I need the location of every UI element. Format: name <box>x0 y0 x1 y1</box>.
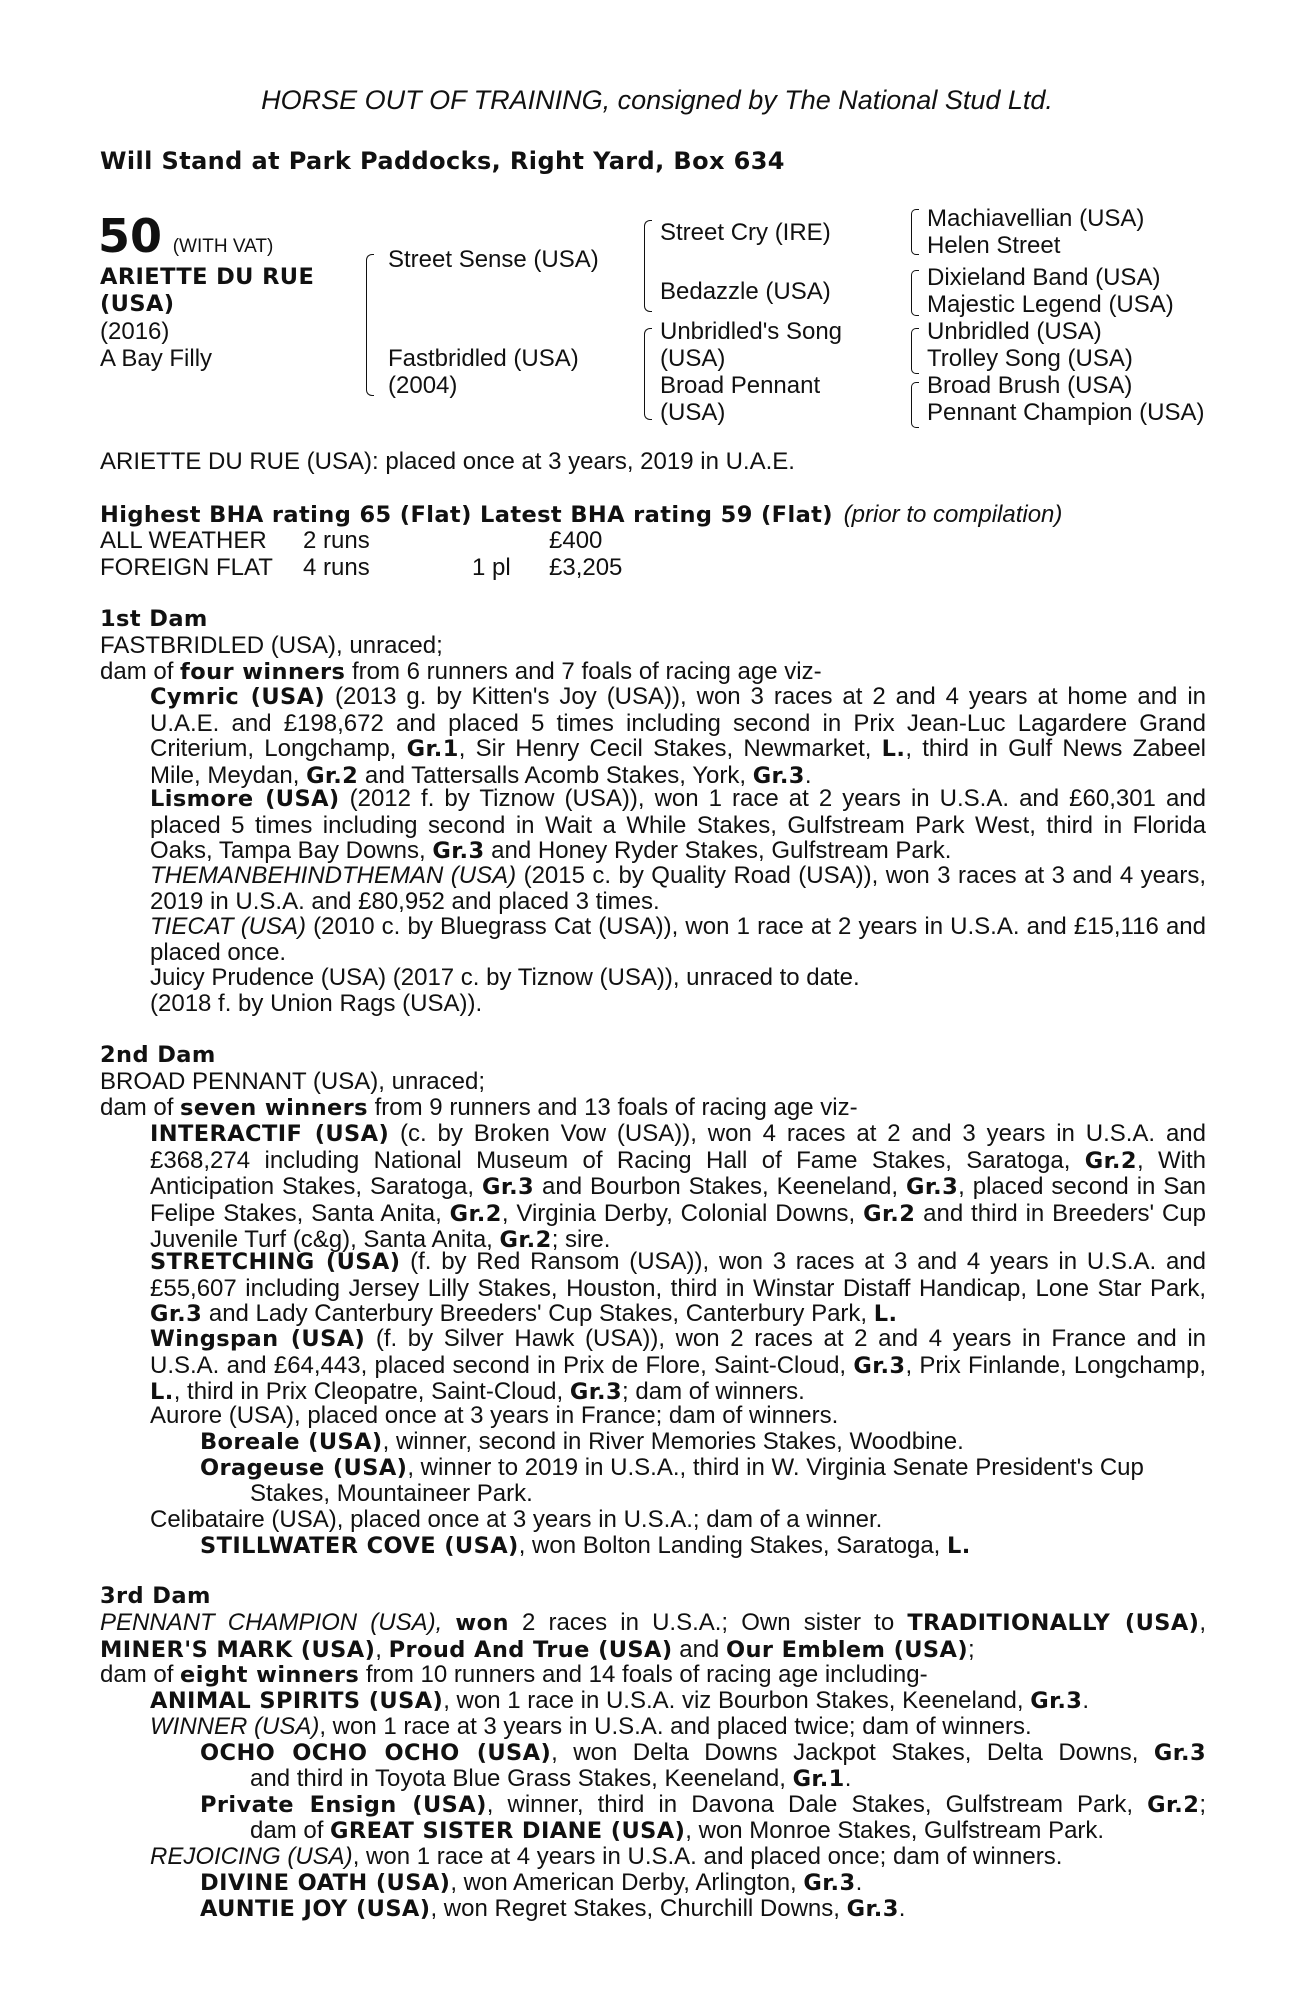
text-run: , Sir Henry Cecil Stakes, Newmarket, <box>458 735 882 762</box>
grand-progeny-entry <box>200 1792 1206 1819</box>
text-run: from 10 runners and 14 foals of racing age including- <box>359 1661 928 1688</box>
text-run: . <box>898 1895 906 1922</box>
text-run: (2015 c. by Quality Road (USA)), won 3 races at 3 and 4 years, 2019 in U.S.A. and £80,952 and placed 3 times. <box>150 862 1207 915</box>
bha-ratings: Highest BHA rating 65 (Flat) Latest BHA rating 59 (Flat) <box>100 502 833 528</box>
progeny-name: INTERACTIF (USA) <box>150 1121 390 1147</box>
text-run: eight winners <box>180 1662 360 1688</box>
grand-progeny-entry <box>200 1896 905 1923</box>
text-run: ; sire. <box>551 1226 611 1253</box>
text-run: L. <box>873 1301 898 1327</box>
text-run: , <box>1199 1609 1207 1636</box>
pedigree-gg-2: Helen Street <box>927 232 1061 259</box>
text-run: OCHO OCHO OCHO (USA) <box>200 1740 552 1766</box>
text-run: , Virginia Derby, Colonial Downs, <box>501 1199 864 1227</box>
text-run: , third in Prix Cleopatre, Saint-Cloud, <box>173 1378 570 1405</box>
horse-name: ARIETTE DU RUE <box>100 264 315 290</box>
pedigree-gg-4: Majestic Legend (USA) <box>927 291 1174 318</box>
grand-progeny-entry <box>200 1870 862 1897</box>
pedigree-gg-3: Dixieland Band (USA) <box>927 264 1161 291</box>
text-run: Gr.3 <box>569 1379 623 1405</box>
second-dam-produce <box>100 1095 858 1122</box>
text-run: . <box>804 761 812 789</box>
progeny-entry <box>150 1121 1206 1254</box>
third-dam-produce <box>100 1662 928 1689</box>
pedigree-dam-dam-suffix: (USA) <box>660 399 726 426</box>
first-dam-produce <box>100 659 822 686</box>
text-run: from 9 runners and 13 foals of racing age viz- <box>367 1094 858 1121</box>
text-run: Boreale (USA) <box>200 1429 383 1455</box>
text-run: STILLWATER COVE (USA) <box>200 1533 519 1559</box>
text-run: Gr.3 <box>1153 1740 1207 1766</box>
text-run: . <box>844 1765 852 1792</box>
text-run: dam of <box>250 1817 331 1844</box>
text-run: , won American Derby, Arlington, <box>450 1869 804 1896</box>
progeny-name: Cymric (USA) <box>150 684 326 710</box>
text-run: Private Ensign (USA) <box>200 1792 487 1818</box>
record-prize: £3,205 <box>549 554 623 581</box>
text-run: and third in Breeders' Cup Juvenile Turf (c&g), Santa Anita, <box>150 1199 1207 1253</box>
text-run: seven winners <box>180 1095 368 1121</box>
progeny-name: STRETCHING (USA) <box>150 1249 401 1275</box>
text-run: Gr.2 <box>1084 1147 1137 1174</box>
text-run: Proud And True (USA) <box>388 1636 673 1663</box>
record-placed: 1 pl <box>472 554 511 581</box>
first-dam-intro: FASTBRIDLED (USA), unraced; <box>100 632 443 659</box>
text-run: (f. by Silver Hawk (USA)), won 2 races at 2 and 4 years in France and in U.S.A. and £64,443, placed second in Prix de Flore, Saint-Cloud, <box>150 1325 1206 1379</box>
grand-progeny-entry <box>200 1429 964 1456</box>
pedigree-sire: Street Sense (USA) <box>388 246 599 273</box>
grand-progeny-entry-cont: Stakes, Mountaineer Park. <box>250 1480 533 1507</box>
progeny-name: Lismore (USA) <box>150 786 340 812</box>
progeny-entry: Aurore (USA), placed once at 3 years in France; dam of winners. <box>150 1402 839 1429</box>
text-run: , won Delta Downs Jackpot Stakes, Delta Downs, <box>551 1739 1154 1766</box>
text-run: , won Bolton Landing Stakes, Saratoga, <box>518 1532 948 1559</box>
progeny-entry <box>150 914 1206 965</box>
text-run: L. <box>881 736 906 762</box>
text-run: ANIMAL SPIRITS (USA) <box>150 1688 444 1714</box>
third-dam-heading: 3rd Dam <box>100 1583 211 1609</box>
text-run: and Lady Canterbury Breeders' Cup Stakes, Canterbury Park, <box>202 1300 874 1327</box>
pedigree-dam: Fastbridled (USA) <box>388 345 579 372</box>
second-dam-heading: 2nd Dam <box>100 1042 216 1068</box>
dam-parents-brace <box>644 328 652 420</box>
text-run: , won Regret Stakes, Churchill Downs, <box>430 1895 847 1922</box>
text-run: and Tattersalls Acomb Stakes, York, <box>358 761 753 789</box>
text-run: , third in Gulf News Zabeel Mile, Meydan, <box>150 735 1207 789</box>
grand-progeny-entry <box>200 1455 1144 1482</box>
text-run: , winner to 2019 in U.S.A., third in W. Virginia Senate President's Cup <box>407 1454 1144 1481</box>
text-run: ; dam of winners. <box>622 1378 805 1405</box>
first-dam-heading: 1st Dam <box>100 606 208 632</box>
text-run: Our Emblem (USA) <box>725 1636 969 1663</box>
lot-number: 50 <box>98 209 163 263</box>
pedigree-gg-8: Pennant Champion (USA) <box>927 399 1205 426</box>
progeny-entry: (2018 f. by Union Rags (USA)). <box>150 990 483 1017</box>
pedigree-dam-year: (2004) <box>388 372 458 399</box>
progeny-entry <box>150 1714 1032 1740</box>
record-runs: 2 runs <box>303 527 370 554</box>
sire-parents-brace <box>644 220 652 312</box>
progeny-entry <box>150 1249 1206 1328</box>
progeny-entry <box>150 1844 1062 1870</box>
progeny-entry <box>150 684 1206 789</box>
text-run: four winners <box>180 659 346 685</box>
text-run: and <box>672 1635 726 1663</box>
text-run: won <box>455 1610 509 1636</box>
text-run: , Prix Finlande, Longchamp, <box>905 1351 1207 1379</box>
text-run: Gr.2 <box>449 1200 502 1227</box>
text-run: . <box>855 1869 863 1896</box>
pedigree-gg-6: Trolley Song (USA) <box>927 345 1133 372</box>
text-run: Gr.3 <box>846 1896 899 1922</box>
text-run: from 6 runners and 7 foals of racing age viz- <box>345 658 822 685</box>
text-run: dam of <box>100 1661 181 1688</box>
progeny-entry: Celibataire (USA), placed once at 3 years in U.S.A.; dam of a winner. <box>150 1506 883 1533</box>
sire-brace <box>366 254 374 396</box>
horse-description: A Bay Filly <box>100 345 213 372</box>
text-run: Gr.3 <box>803 1870 856 1896</box>
text-run: L. <box>947 1533 971 1559</box>
text-run: Gr.3 <box>853 1352 906 1379</box>
progeny-name: THEMANBEHINDTHEMAN (USA) <box>150 862 517 889</box>
text-run: and Bourbon Stakes, Keeneland, <box>534 1173 906 1200</box>
text-run: Gr.3 <box>481 1174 535 1200</box>
grand-progeny-entry-cont <box>250 1818 1104 1845</box>
text-run: (2013 g. by Kitten's Joy (USA)), won 3 races at 2 and 4 years at home and in U.A.E. and £198,672 and placed 5 times including second in Prix Jean-Luc Lagardere Grand Criterium, Longchamp, <box>150 683 1207 762</box>
grand-progeny-entry <box>200 1740 1206 1767</box>
lot-number-line <box>98 211 273 272</box>
progeny-entry <box>150 1688 1089 1715</box>
text-run: , winner, third in Davona Dale Stakes, Gulfstream Park, <box>486 1791 1148 1818</box>
pedigree-dam-sire-suffix: (USA) <box>660 345 726 372</box>
pedigree-gg-7: Broad Brush (USA) <box>927 372 1133 399</box>
g-brace-1 <box>911 209 919 255</box>
text-run: (c. by Broken Vow (USA)), won 4 races at 2 and 3 years in U.S.A. and £368,274 including National Museum of Racing Hall of Fame Stakes, Saratoga, <box>150 1120 1207 1174</box>
text-run: and Honey Ryder Stakes, Gulfstream Park. <box>484 837 952 864</box>
text-run: 2 races in U.S.A.; Own sister to <box>508 1609 908 1636</box>
text-run: MINER'S MARK (USA) <box>100 1636 376 1663</box>
record-prize: £400 <box>549 527 603 554</box>
text-run: . <box>1082 1687 1090 1714</box>
text-run: DIVINE OATH (USA) <box>200 1870 451 1896</box>
text-run: , won 1 race in U.S.A. viz Bourbon Stakes, Keeneland, <box>443 1687 1031 1714</box>
text-run: Orageuse (USA) <box>200 1455 408 1481</box>
text-run: ; <box>968 1635 975 1663</box>
text-run: Gr.1 <box>406 736 459 762</box>
text-run: (2010 c. by Bluegrass Cat (USA)), won 1 race at 2 years in U.S.A. and £15,116 and placed once. <box>150 913 1206 966</box>
pedigree-dam-dam: Broad Pennant <box>660 372 821 399</box>
text-run: and third in Toyota Blue Grass Stakes, Keeneland, <box>250 1765 793 1792</box>
ratings-line <box>100 502 1062 529</box>
grand-progeny-entry-cont <box>250 1766 851 1793</box>
text-run: Gr.3 <box>432 838 485 864</box>
text-run: AUNTIE JOY (USA) <box>200 1896 431 1922</box>
text-run: dam of <box>100 1094 181 1121</box>
text-run: ; <box>1199 1791 1206 1818</box>
progeny-entry <box>150 863 1206 914</box>
progeny-entry <box>150 1326 1206 1406</box>
g-brace-3 <box>911 328 919 374</box>
text-run: Gr.3 <box>905 1174 959 1200</box>
pedigree-dam-sire: Unbridled's Song <box>660 318 843 345</box>
text-run: , won 1 race at 3 years in U.S.A. and placed twice; dam of winners. <box>319 1713 1032 1740</box>
record-label: ALL WEATHER <box>100 527 267 554</box>
text-run: GREAT SISTER DIANE (USA) <box>330 1818 686 1844</box>
race-summary: ARIETTE DU RUE (USA): placed once at 3 years, 2019 in U.A.E. <box>100 448 795 475</box>
text-run: , With Anticipation Stakes, Saratoga, <box>150 1146 1206 1200</box>
text-run: Gr.2 <box>1147 1792 1200 1818</box>
text-run: (f. by Red Ransom (USA)), won 3 races at 3 and 4 years in U.S.A. and £55,607 including Jersey Lilly Stakes, Houston, third in Winstar Distaff Handicap, Lone Star Park, <box>150 1248 1206 1302</box>
text-run: Gr.2 <box>499 1227 552 1253</box>
catalogue-title: HORSE OUT OF TRAINING, consigned by The National Stud Ltd. <box>261 85 1053 115</box>
text-run: PENNANT CHAMPION (USA), <box>100 1609 443 1636</box>
pedigree-sire-sire: Street Cry (IRE) <box>660 219 831 246</box>
g-brace-2 <box>911 270 919 316</box>
progeny-name: TIECAT (USA) <box>150 913 307 940</box>
ratings-note: (prior to compilation) <box>843 501 1063 528</box>
text-run: TRADITIONALLY (USA) <box>907 1610 1200 1636</box>
text-run: Gr.3 <box>1030 1688 1083 1714</box>
text-run: (2012 f. by Tiznow (USA)), won 1 race at 2 years in U.S.A. and £60,301 and placed 5 times including second in Wait a While Stakes, Gulfstream Park West, third in Florida Oaks, Tampa Bay Downs, <box>150 785 1206 864</box>
grand-progeny-entry <box>200 1533 971 1560</box>
pedigree-sire-dam: Bedazzle (USA) <box>660 278 831 305</box>
text-run: Gr.3 <box>752 762 805 789</box>
vat-note: (WITH VAT) <box>172 236 274 257</box>
text-run: WINNER (USA) <box>150 1713 320 1740</box>
text-run: Gr.1 <box>792 1766 845 1792</box>
g-brace-4 <box>911 382 919 428</box>
text-run: dam of <box>100 658 181 685</box>
text-run: , winner, second in River Memories Stakes, Woodbine. <box>382 1428 964 1455</box>
record-label: FOREIGN FLAT <box>100 554 273 581</box>
text-run: L. <box>150 1379 174 1405</box>
stand-location: Will Stand at Park Paddocks, Right Yard, Box 634 <box>100 147 785 175</box>
record-runs: 4 runs <box>303 554 370 581</box>
third-dam-intro <box>100 1610 1206 1663</box>
progeny-entry <box>150 786 1206 865</box>
second-dam-intro: BROAD PENNANT (USA), unraced; <box>100 1068 485 1095</box>
pedigree-gg-1: Machiavellian (USA) <box>927 205 1145 232</box>
text-run: REJOICING (USA) <box>150 1843 353 1870</box>
text-run: Gr.3 <box>150 1301 203 1327</box>
foaling-year: (2016) <box>100 318 170 345</box>
text-run: Gr.2 <box>306 762 359 789</box>
text-run: , won 1 race at 4 years in U.S.A. and placed once; dam of winners. <box>352 1843 1063 1870</box>
horse-name-suffix: (USA) <box>100 291 175 317</box>
pedigree-gg-5: Unbridled (USA) <box>927 318 1102 345</box>
progeny-name: Wingspan (USA) <box>150 1326 366 1352</box>
progeny-entry: Juicy Prudence (USA) (2017 c. by Tiznow (USA)), unraced to date. <box>150 964 860 991</box>
text-run: , <box>375 1635 389 1663</box>
text-run: Gr.2 <box>863 1200 916 1227</box>
text-run: , won Monroe Stakes, Gulfstream Park. <box>685 1817 1105 1844</box>
text-run: , placed second in San Felipe Stakes, Santa Anita, <box>150 1173 1206 1227</box>
